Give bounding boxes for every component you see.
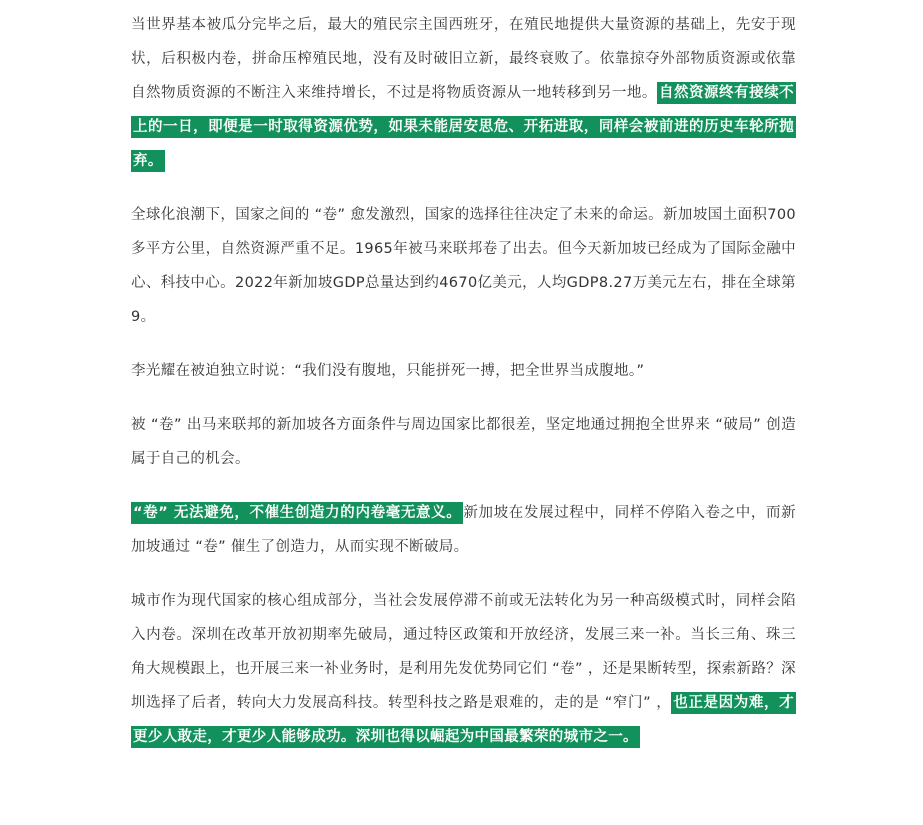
- highlighted-text: 自然资源终有接续不上的一日，即便是一时取得资源优势，如果未能居安思危、开拓进取，同样会被前进的历史车轮所抛弃。: [131, 82, 796, 172]
- paragraph-text: 被 “卷” 出马来联邦的新加坡各方面条件与周边国家比都很差，坚定地通过拥抱全世界来 “破局” 创造属于自己的机会。: [131, 417, 796, 467]
- highlighted-text: 也正是因为难，才更少人敢走，才更少人能够成功。深圳也得以崛起为中国最繁荣的城市之一。: [131, 692, 796, 748]
- paragraph-text: 城市作为现代国家的核心组成部分，当社会发展停滞不前或无法转化为另一种高级模式时，同样会陷入内卷。深圳在改革开放初期率先破局，通过特区政策和开放经济，发展三来一补。当长三角、珠三角大规模跟上，也开展三来一补业务时，是利用先发优势同它们 “卷” ，还是果断转型，探索新路？深圳选择了后者，转向大力发展高科技。转型科技之路是艰难的，走的是 “窄门” ，: [131, 593, 796, 711]
- paragraph-singapore-breakout: [131, 408, 796, 476]
- paragraph-spain: [131, 8, 796, 178]
- paragraph-text: 当世界基本被瓜分完毕之后，最大的殖民宗主国西班牙，在殖民地提供大量资源的基础上，先安于现状，后积极内卷，拼命压榨殖民地，没有及时破旧立新，最终衰败了。依靠掠夺外部物质资源或依靠自然物质资源的不断注入来维持增长，不过是将物质资源从一地转移到另一地。: [131, 17, 796, 101]
- paragraph-text: 李光耀在被迫独立时说：“我们没有腹地，只能拼死一搏，把全世界当成腹地。”: [131, 363, 645, 379]
- paragraph-shenzhen: [131, 584, 796, 754]
- article-body: [131, 8, 796, 774]
- paragraph-singapore-globalization: [131, 198, 796, 334]
- highlighted-text: “卷” 无法避免，不催生创造力的内卷毫无意义。: [131, 502, 463, 524]
- paragraph-text: 新加坡在发展过程中，同样不停陷入卷之中，而新加坡通过 “卷” 催生了创造力，从而实现不断破局。: [131, 505, 797, 555]
- paragraph-involution-creativity: [131, 496, 796, 564]
- paragraph-text: 全球化浪潮下，国家之间的 “卷” 愈发激烈，国家的选择往往决定了未来的命运。新加坡国土面积700多平方公里，自然资源严重不足。1965年被马来联邦卷了出去。但今天新加坡已经成为了国际金融中心、科技中心。2022年新加坡GDP总量达到约4670亿美元，人均GDP8.27万美元左右，排在全球第9。: [131, 207, 796, 325]
- paragraph-lee-kuan-yew-quote: [131, 354, 796, 388]
